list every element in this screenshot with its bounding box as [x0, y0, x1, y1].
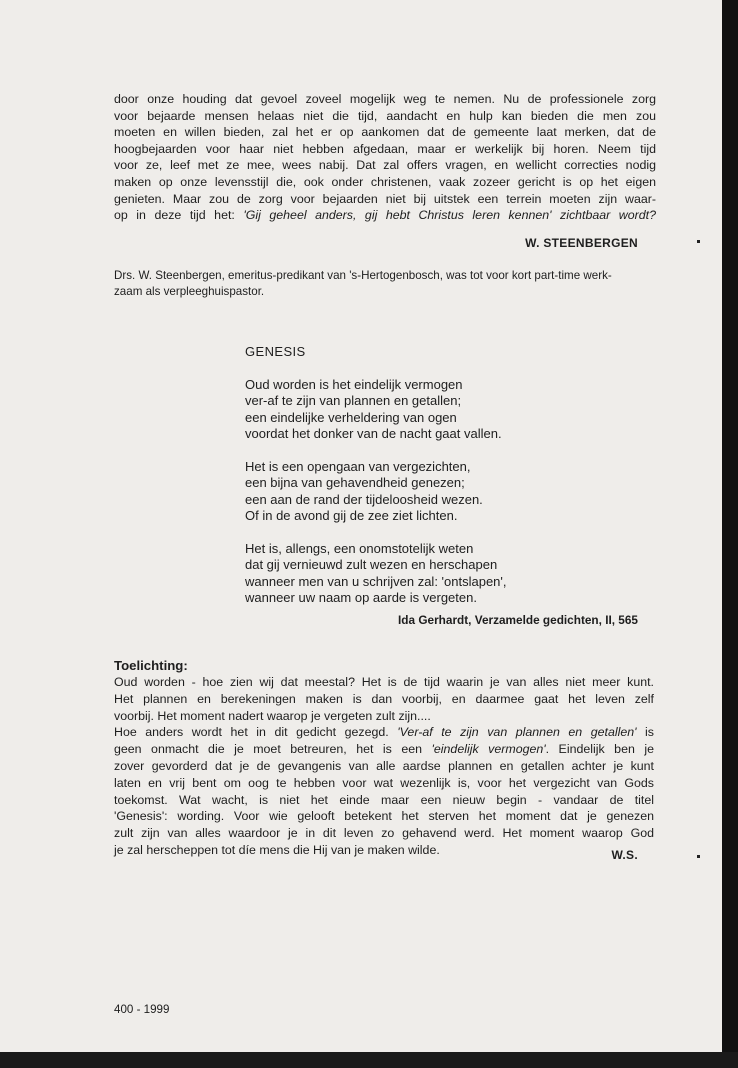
- intro-line: genieten. Maar zou de zorg voor bejaarden niet bij uitstek een terrein moeten zijn waar-: [114, 191, 656, 206]
- intro-line: voor bejaarde mensen helaas niet die tijd, aandacht en hulp kan bieden die men zou: [114, 108, 656, 123]
- poem-line: voordat het donker van de nacht gaat vallen.: [245, 426, 502, 442]
- author-bio: [114, 268, 662, 299]
- poem-source: Ida Gerhardt, Verzamelde gedichten, II, 565: [398, 613, 638, 627]
- author-bio-line: zaam als verpleeghuispastor.: [114, 284, 265, 298]
- author-signature: W. STEENBERGEN: [525, 236, 638, 250]
- author-bio-line: Drs. W. Steenbergen, emeritus-predikant van 's-Hertogenbosch, was tot voor kort part-time werk-: [114, 269, 612, 282]
- poem-line: Oud worden is het eindelijk vermogen: [245, 377, 463, 392]
- intro-last-quote: 'Gij geheel anders, gij hebt Christus leren kennen' zichtbaar wordt?: [243, 208, 656, 223]
- intro-line: maken op onze levensstijl die, ook onder christenen, vaak zozeer gericht is op het eigen: [114, 174, 656, 189]
- commentary-line: laten en vrij bent om oog te hebben voor wat wezenlijk is, voor het vergezicht van Gods: [114, 775, 654, 790]
- commentary-quote: 'Ver-af te zijn van plannen en getallen': [397, 725, 637, 740]
- poem-line: een aan de rand der tijdeloosheid wezen.: [245, 491, 483, 507]
- intro-last-prefix: op in deze tijd het:: [114, 208, 244, 223]
- commentary-quote: 'eindelijk vermogen': [431, 742, 546, 757]
- commentary-signature: W.S.: [611, 848, 638, 862]
- commentary-text: is: [636, 725, 654, 740]
- commentary-line: zover gevorderd dat je de gevangenis van alle aardse plannen en getallen achter je kunt: [114, 758, 654, 773]
- poem-line: dat gij vernieuwd zult wezen en herschapen: [245, 557, 498, 573]
- poem-stanza-3: [245, 541, 507, 607]
- scan-edge-bottom: [0, 1052, 738, 1068]
- commentary-line: toekomst. Wat wacht, is niet het einde maar een nieuw begin - vandaar de titel: [114, 792, 654, 807]
- intro-line: door onze houding dat gevoel zoveel mogelijk weg te nemen. Nu de professionele zorg: [114, 92, 656, 106]
- commentary-heading: Toelichting:: [114, 658, 188, 673]
- poem-line: Het is, allengs, een onomstotelijk weten: [245, 541, 474, 557]
- poem-line: een bijna van gehavendheid genezen;: [245, 475, 465, 491]
- commentary-line: voorbij. Het moment nadert waarop je vergeten zult zijn....: [114, 708, 431, 723]
- intro-line: voor ze, leef met ze mee, wees nabij. Dat zal offers vragen, en wellicht correcties nodig: [114, 158, 656, 173]
- poem-title: GENESIS: [245, 344, 306, 359]
- poem-line: ver-af te zijn van plannen en getallen;: [245, 393, 462, 409]
- poem-line: een eindelijke verheldering van ogen: [245, 409, 457, 425]
- intro-paragraph: [114, 91, 656, 224]
- poem-line: wanneer men van u schrijven zal: 'ontslapen',: [245, 573, 507, 589]
- page-folio: 400 - 1999: [114, 1003, 170, 1016]
- margin-mark: [697, 855, 700, 858]
- commentary-line: zult zijn van alles waardoor je in dit leven zo gehavend werd. Het moment waarop God: [114, 826, 654, 841]
- intro-line: [114, 207, 656, 224]
- commentary-line: je zal herscheppen tot díe mens die Hij van je maken wilde.: [114, 842, 440, 857]
- intro-line: moeten en willen bieden, zal het er op aankomen dat de gemeente laat merken, dat de: [114, 125, 656, 140]
- poem: [245, 377, 507, 623]
- poem-line: wanneer uw naam op aarde is vergeten.: [245, 590, 477, 606]
- commentary-line: 'Genesis': wording. Voor wie gelooft betekent het sterven het moment dat je genezen: [114, 809, 654, 824]
- intro-line: hoogbejaarden voor haar niet hebben afgedaan, maar er werkelijk bij horen. Neem tijd: [114, 141, 656, 156]
- commentary-line: Oud worden - hoe zien wij dat meestal? Het is de tijd waarin je van alles niet meer kunt.: [114, 675, 654, 689]
- commentary-text: geen onmacht die je moet betreuren, het is een: [114, 742, 432, 757]
- margin-mark: [697, 240, 700, 243]
- commentary-text: Hoe anders wordt het in dit gedicht gezegd.: [114, 725, 398, 740]
- poem-line: Het is een opengaan van vergezichten,: [245, 459, 471, 475]
- commentary-line: [114, 724, 654, 741]
- poem-stanza-2: [245, 459, 507, 525]
- commentary-paragraph: [114, 674, 654, 859]
- scan-edge-right: [722, 0, 738, 1068]
- poem-line: Of in de avond gij de zee ziet lichten.: [245, 508, 458, 524]
- commentary-line: [114, 741, 654, 758]
- commentary-text: . Eindelijk ben je: [545, 742, 654, 757]
- poem-stanza-1: [245, 377, 507, 443]
- commentary-line: Het plannen en berekeningen maken is dan voorbij, en daarmee gaat het leven zelf: [114, 691, 654, 706]
